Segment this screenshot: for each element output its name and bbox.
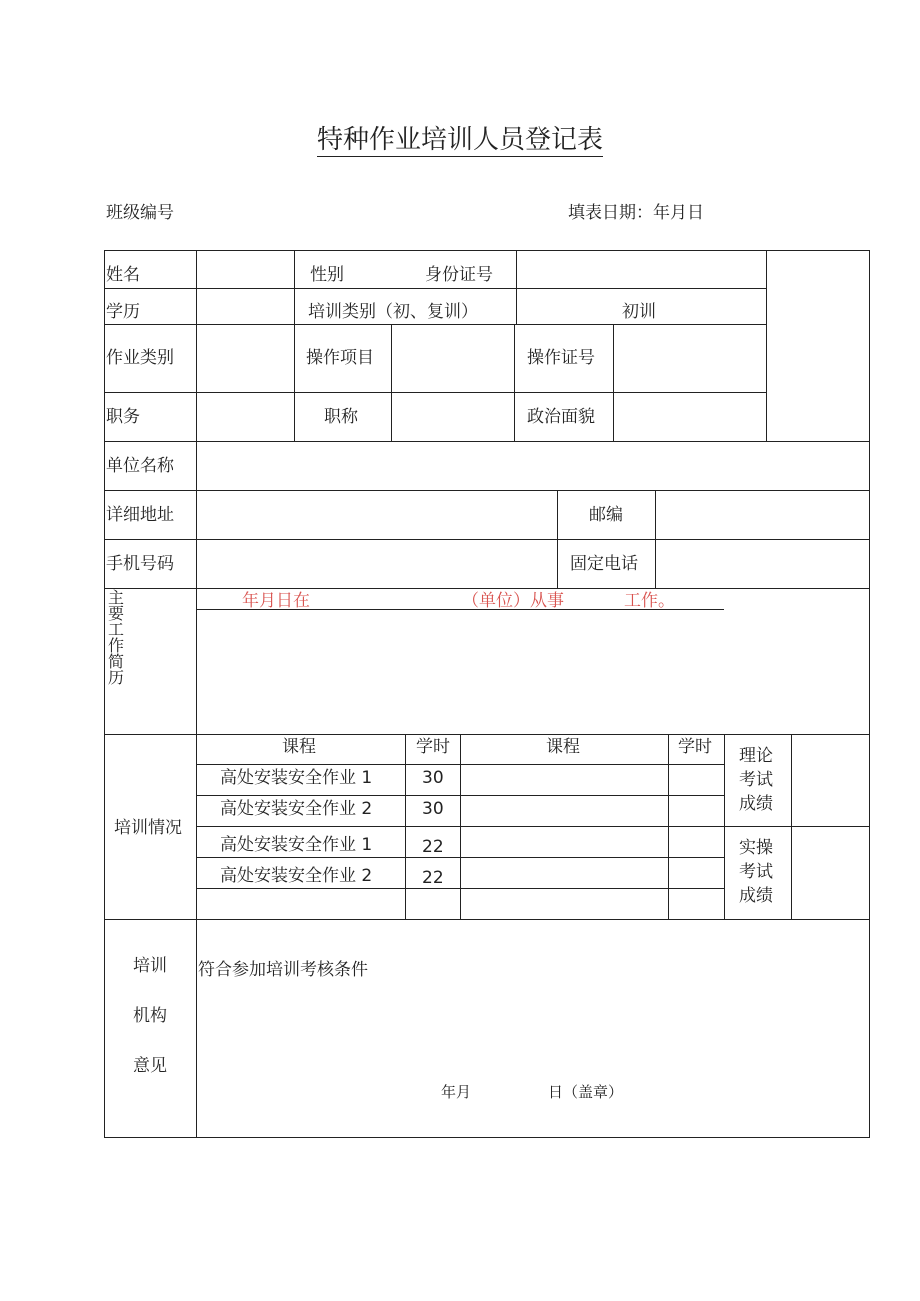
practical-score-label: 实操考试成绩 bbox=[739, 838, 773, 906]
opinion-label-1: 培训 bbox=[133, 956, 167, 976]
operation-cert-label: 操作证号 bbox=[527, 348, 595, 368]
education-label: 学历 bbox=[106, 302, 140, 322]
political-status-label: 政治面貌 bbox=[527, 407, 595, 427]
course-row: 高处安装安全作业 2 bbox=[220, 799, 373, 819]
work-line-unit: （单位）从事 bbox=[462, 591, 564, 611]
title-rank-label: 职称 bbox=[324, 407, 358, 427]
opinion-label-2: 机构 bbox=[133, 1006, 167, 1026]
course-header-2: 课程 bbox=[546, 737, 580, 757]
hours-header-2: 学时 bbox=[678, 737, 712, 757]
name-label: 姓名 bbox=[106, 265, 140, 285]
work-line-job: 工作。 bbox=[624, 591, 675, 611]
id-number-label: 身份证号 bbox=[425, 265, 493, 285]
fill-date-label: 填表日期：年月日 bbox=[568, 203, 704, 223]
opinion-label-3: 意见 bbox=[133, 1056, 167, 1076]
hours-cell: 30 bbox=[422, 768, 444, 788]
hours-cell: 30 bbox=[422, 799, 444, 819]
job-type-label: 作业类别 bbox=[106, 348, 174, 368]
work-line-date: 年月日在 bbox=[242, 591, 310, 611]
operation-item-label: 操作项目 bbox=[306, 348, 374, 368]
mobile-label: 手机号码 bbox=[106, 554, 174, 574]
hours-cell: 22 bbox=[422, 868, 444, 888]
hours-cell: 22 bbox=[422, 837, 444, 857]
course-row: 高处安装安全作业 1 bbox=[220, 768, 373, 788]
training-label: 培训情况 bbox=[114, 818, 182, 838]
address-label: 详细地址 bbox=[106, 505, 174, 525]
course-header: 课程 bbox=[282, 737, 316, 757]
gender-label: 性别 bbox=[310, 265, 344, 285]
course-row: 高处安装安全作业 1 bbox=[220, 835, 373, 855]
company-name-label: 单位名称 bbox=[106, 456, 174, 476]
position-label: 职务 bbox=[106, 407, 140, 427]
course-row: 高处安装安全作业 2 bbox=[220, 866, 373, 886]
opinion-date-day-seal: 日（盖章） bbox=[548, 1083, 624, 1101]
hours-header: 学时 bbox=[416, 737, 450, 757]
form-title: 特种作业培训人员登记表 bbox=[316, 125, 603, 155]
opinion-text: 符合参加培训考核条件 bbox=[198, 960, 368, 980]
landline-label: 固定电话 bbox=[570, 554, 638, 574]
postcode-label: 邮编 bbox=[589, 505, 623, 525]
work-resume-label: 主要工作简历 bbox=[108, 588, 125, 687]
opinion-date-year-month: 年月 bbox=[441, 1083, 472, 1101]
training-type-label: 培训类别（初、复训） bbox=[308, 302, 478, 322]
training-type-value: 初训 bbox=[622, 302, 656, 322]
theory-score-label: 理论考试成绩 bbox=[739, 746, 773, 814]
class-number-label: 班级编号 bbox=[106, 203, 174, 223]
